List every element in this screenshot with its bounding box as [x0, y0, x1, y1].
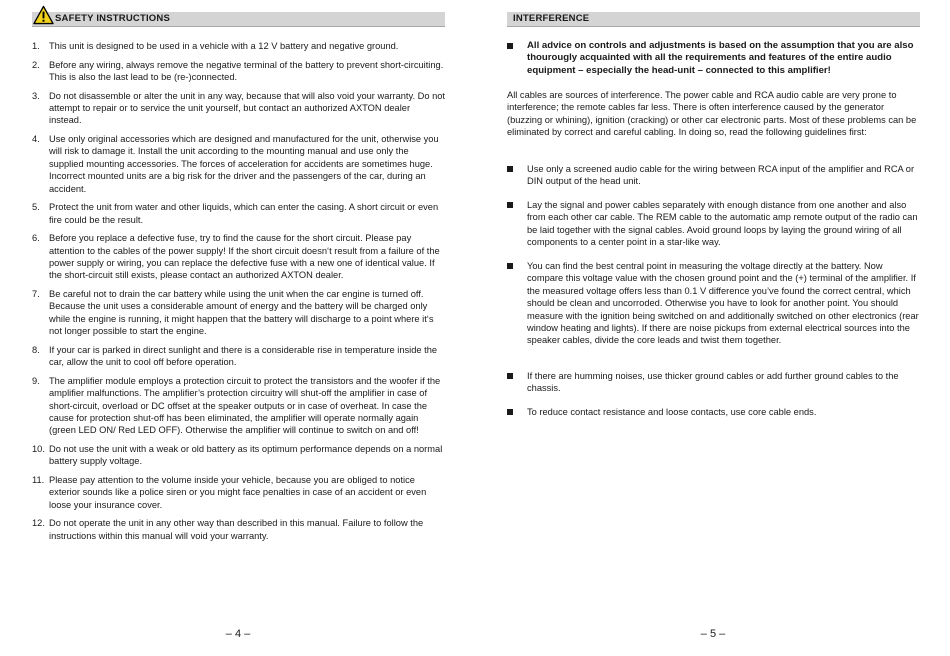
- list-item: 2. Before any wiring, always remove the negative terminal of the battery to prevent short-circuiting. This is also the last lead to be (re-)connected.: [32, 59, 444, 82]
- list-item: 1. This unit is designed to be used in a vehicle with a 12 V battery and negative ground.: [32, 41, 399, 51]
- list-item: 10. Do not use the unit with a weak or old battery as its optimum performance depends on a normal battery supply voltage.: [32, 444, 443, 467]
- bullet-square-icon: [507, 373, 513, 379]
- section-title: SAFETY INSTRUCTIONS: [55, 13, 170, 24]
- list-item: 11. Please pay attention to the volume inside your vehicle, because you are obliged to notice exterior sounds like a police siren or you might face penalties in case of an accident or even loose your insurance cover.: [32, 475, 427, 510]
- list-item: 6. Before you replace a defective fuse, try to find the cause for the short circuit. Please pay attention to the cables of the power supply! If the short circuit doesn‘t result from a failure of the power supply or wiring, you can replace the defective fuse with a new one of identical value. If the short-circuit still exists, please contact an authorized AXTON dealer.: [32, 233, 440, 281]
- intro-paragraph: All cables are sources of interference. The power cable and RCA audio cable are very prone to interference; the remote cables far less. There is often interference caused by the generator (buzzing or whining), ignition (cracking) or other car electronic parts. Most of these problems can be eliminated by correct and careful cabling. In doing so, read the following guidelines first:: [507, 90, 917, 138]
- warning-icon: [33, 5, 54, 25]
- bold-bullet-item: All advice on controls and adjustments is based on the assumption that you are also thourougly acquainted with all the requirements and features of the entire audio equipment – especially the head-unit – connected to this amplifier!: [507, 40, 920, 77]
- list-item: 12. Do not operate the unit in any other way than described in this manual. Failure to follow the instructions within this manual will void your warranty.: [32, 518, 424, 541]
- page-number: – 4 –: [225, 628, 251, 640]
- right-page: [507, 0, 920, 656]
- bullet-item: To reduce contact resistance and loose contacts, use core cable ends.: [507, 406, 920, 418]
- interference-header: [507, 12, 920, 27]
- bullet-square-icon: [507, 202, 513, 208]
- bullet-item: Lay the signal and power cables separately with enough distance from one another and also from each other car cable. The REM cable to the automatic amp remote output of the radio can be laid together with the signal cables. Avoid ground loops by laying the ground wiring of all components to a center point in a star-like way.: [507, 199, 920, 249]
- safety-list: [32, 40, 445, 548]
- list-item: 8. If your car is parked in direct sunlight and there is a considerable rise in temperature inside the car, allow the unit to cool off before operation.: [32, 344, 438, 368]
- bullet-item: If there are humming noises, use thicker ground cables or add further ground cables to the chassis.: [507, 370, 920, 395]
- bullet-square-icon: [507, 166, 513, 172]
- section-title: INTERFERENCE: [513, 13, 590, 24]
- page-number: – 5 –: [700, 628, 726, 640]
- left-page: [32, 0, 445, 656]
- bullet-square-icon: [507, 43, 513, 49]
- list-item: 5. Protect the unit from water and other liquids, which can enter the casing. A short circuit or even fire could be the result.: [32, 202, 439, 225]
- bullet-item: Use only a screened audio cable for the wiring between RCA input of the amplifier and RCA or DIN output of the head unit.: [507, 163, 920, 188]
- list-item: 4. Use only original accessories which are designed and manufactured for the unit, otherwise you will risk to damage it. Install the unit according to the mounting manual and use only the supplied mounting accessories. The forces of acceleration for accidents are sometimes huge. Incorrect mounted units are a big risk for the driver and the passengers of the car, during an accident.: [32, 134, 439, 194]
- list-item: 3. Do not disassemble or alter the unit in any way, because that will also void your warranty. Do not attempt to repair or to service the unit yourself, but contact an authorized AXTON dealer instead.: [32, 90, 446, 126]
- safety-instructions-header: [32, 12, 445, 27]
- list-item: 7. Be careful not to drain the car battery while using the unit when the car engine is turned off. Because the unit uses a considerable amount of energy and the battery will be charged only while the engine is running, it might happen that the battery will discharge to a point where it‘s not longer possible to start the engine.: [32, 289, 434, 337]
- bullet-square-icon: [507, 263, 513, 269]
- bullet-item: You can find the best central point in measuring the voltage directly at the battery. Now compare this voltage value with the chosen ground point and the (+) terminal of the amplifier. If the measured voltage offers less than 0.1 V difference you’ve found the correct central, which should be clean and uncorroded. Otherwise you have to look for another point. You should measure with the ignition being switched on and additionally switched on other electronics (rear window heating and lights). If there are noise pickups from external electrical sources into the speaker cables, divide the core leads and twist them together.: [507, 260, 920, 347]
- bullet-square-icon: [507, 409, 513, 415]
- list-item: 9. The amplifier module employs a protection circuit to protect the transistors and the woofer if the amplifier malfunctions. The amplifier’s protection circuitry will shut-off the amplifier in case of short-circuit, overload or DC offset at the speaker outputs or in case of overheat. In case the cause for protection shut-off has been eliminated, the amplifier will operate normally again (green LED ON/ Red LED OFF). Otherwise the amplifier will continue to switch on and off!: [32, 375, 441, 436]
